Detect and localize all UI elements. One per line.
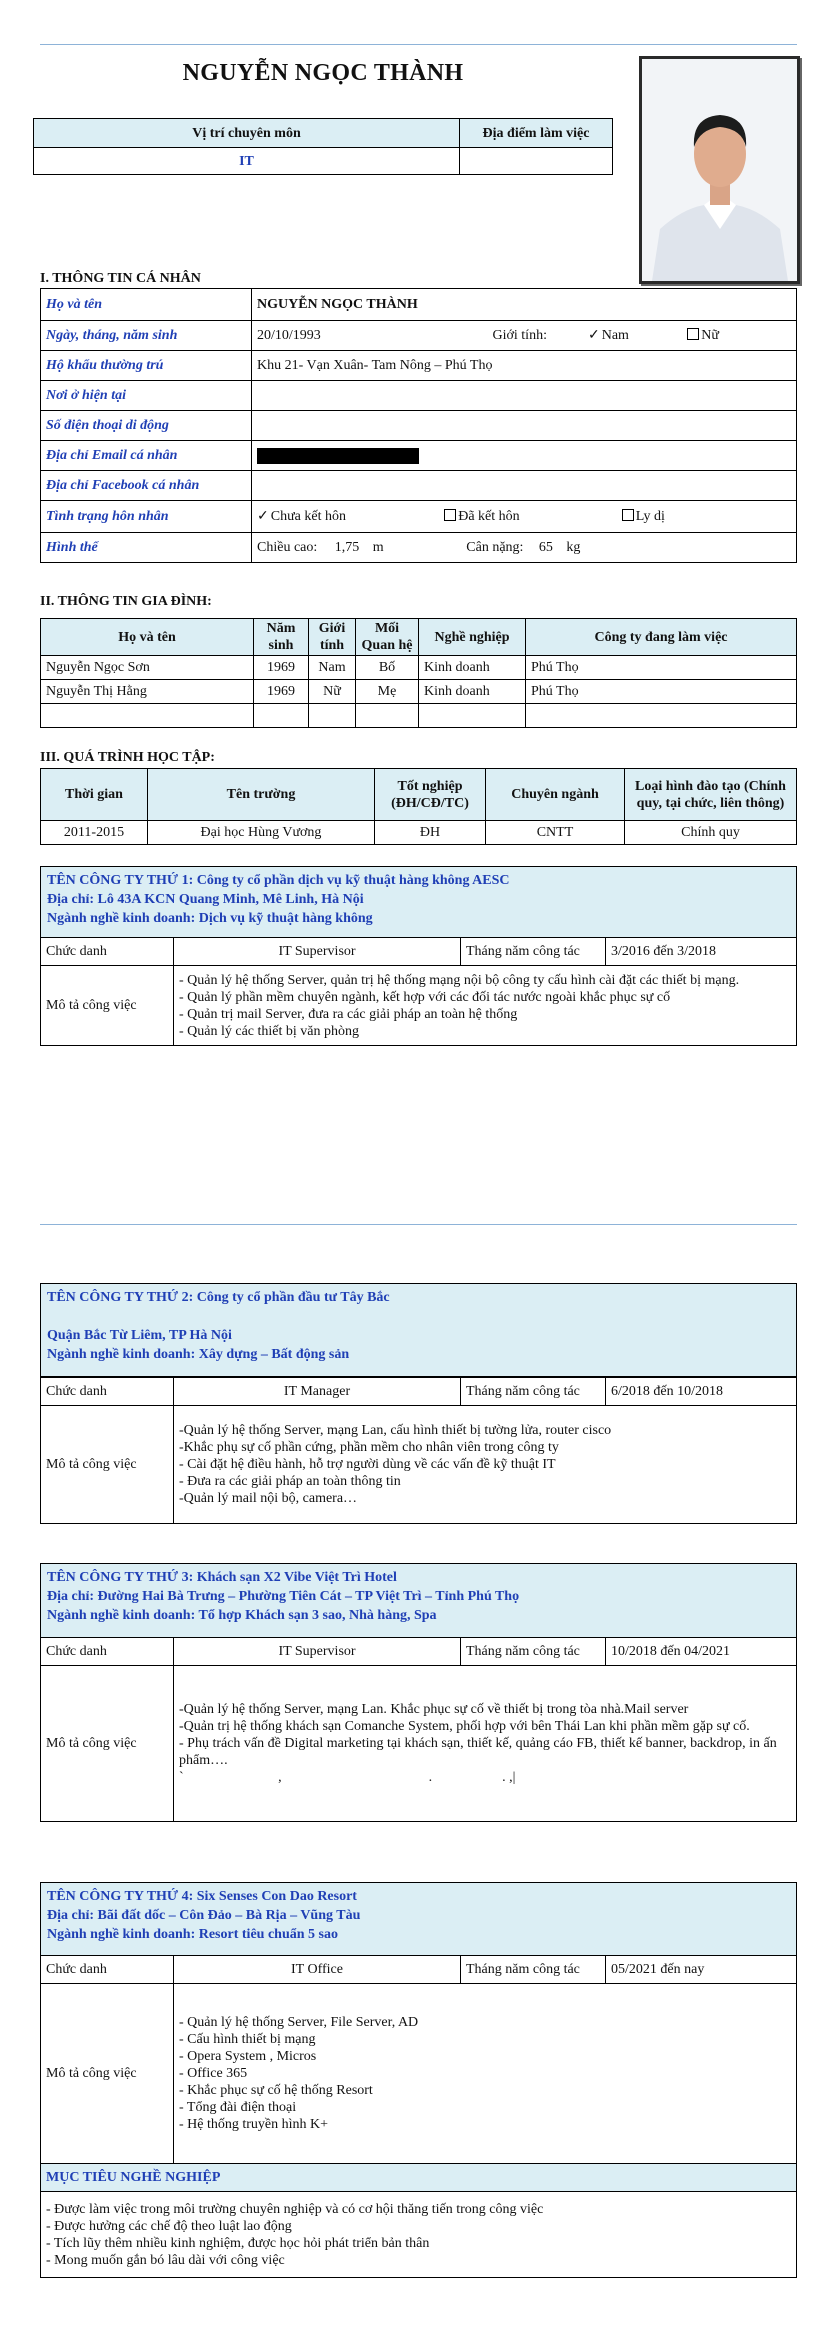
- period-value: 05/2021 đến nay: [606, 1956, 797, 1984]
- family-cell: Kinh doanh: [419, 680, 526, 704]
- desc-line: - Phụ trách vấn đề Digital marketing tại khách sạn, thiết kế, quảng cáo FB, thiết kế banner, backdrop, in ấn phẩm….: [179, 1736, 777, 1768]
- family-cell: [419, 704, 526, 728]
- value-full-name: NGUYỄN NGỌC THÀNH: [252, 289, 797, 321]
- company-4-address: Địa chỉ: Bãi đất dốc – Côn Đảo – Bà Rịa – Vũng Tàu: [47, 1908, 361, 1923]
- family-header-name: Họ và tên: [41, 619, 254, 656]
- edu-header-major: Chuyên ngành: [486, 769, 625, 821]
- company-4-description: [174, 1984, 797, 2164]
- role-value: IT Supervisor: [174, 1638, 461, 1666]
- period-label: Tháng năm công tác: [461, 1956, 606, 1984]
- career-item: - Tích lũy thêm nhiều kinh nghiệm, được học hỏi phát triển bản thân: [46, 2235, 430, 2251]
- role-value: IT Office: [174, 1956, 461, 1984]
- family-cell: 1969: [254, 656, 309, 680]
- candidate-name: NGUYỄN NGỌC THÀNH: [182, 60, 464, 86]
- desc-line: -Quản trị hệ thống khách sạn Comanche System, phối hợp với bên Thái Lan khi phần mềm gặp sự cố.: [179, 1719, 750, 1734]
- label-email: Địa chỉ Email cá nhân: [41, 441, 252, 471]
- desc-line: - Cấu hình thiết bị mạng: [179, 2032, 316, 2047]
- birth-gender-cell: [252, 321, 797, 351]
- family-header-job: Nghề nghiệp: [419, 619, 526, 656]
- family-header-company: Công ty đang làm việc: [526, 619, 797, 656]
- career-item: - Mong muốn gắn bó lâu dài với công việc: [46, 2252, 285, 2268]
- desc-line: - Opera System , Micros: [179, 2049, 317, 2064]
- value-permanent-address: Khu 21- Vạn Xuân- Tam Nông – Phú Thọ: [252, 351, 797, 381]
- period-label: Tháng năm công tác: [461, 938, 606, 966]
- role-label: Chức danh: [41, 1638, 174, 1666]
- family-cell: Nguyễn Thị Hằng: [41, 680, 254, 704]
- checkbox-icon: [622, 509, 634, 521]
- desc-label: Mô tả công việc: [41, 966, 174, 1046]
- desc-line: - Quản lý hệ thống Server, File Server, AD: [179, 2015, 419, 2030]
- profile-photo: [639, 56, 800, 284]
- desc-line: - Quản trị mail Server, đưa ra các giải pháp an toàn hệ thống: [179, 1006, 518, 1022]
- location-header: Địa điểm làm việc: [460, 119, 613, 148]
- period-value: 10/2018 đến 04/2021: [606, 1638, 797, 1666]
- desc-line: - Quản lý phần mềm chuyên ngành, kết hợp với các đối tác nước ngoài khắc phục sự cố: [179, 989, 671, 1005]
- value-email: [252, 441, 797, 471]
- edu-cell: 2011-2015: [41, 821, 148, 845]
- label-marital-status: Tình trạng hôn nhân: [41, 501, 252, 533]
- position-header: Vị trí chuyên môn: [34, 119, 460, 148]
- physique-cell: [252, 533, 797, 563]
- position-table: [33, 118, 613, 175]
- desc-line: -Quản lý mail nội bộ, camera…: [179, 1491, 358, 1506]
- desc-line: - Tổng đài điện thoại: [179, 2100, 297, 2115]
- role-value: IT Manager: [174, 1378, 461, 1406]
- company-4-header: [40, 1882, 797, 1956]
- role-label: Chức danh: [41, 1378, 174, 1406]
- weight-unit: kg: [566, 540, 581, 555]
- marital-married: Đã kết hôn: [458, 509, 520, 524]
- company-1-header: [40, 866, 797, 938]
- personal-info-table: [40, 288, 797, 563]
- value-phone: [252, 411, 797, 441]
- family-header-relation: Mối Quan hệ: [356, 619, 419, 656]
- edu-cell: CNTT: [486, 821, 625, 845]
- weight-value: 65: [538, 540, 553, 555]
- marital-divorced: Ly dị: [635, 509, 665, 524]
- edu-cell: Chính quy: [625, 821, 797, 845]
- label-permanent-address: Hộ khẩu thường trú: [41, 351, 252, 381]
- marital-cell: [252, 501, 797, 533]
- family-cell: [254, 704, 309, 728]
- family-header-gender: Giới tính: [309, 619, 356, 656]
- checkbox-icon: [687, 328, 699, 340]
- desc-line: ` , . . ,|: [179, 1770, 516, 1785]
- gender-female: Nữ: [701, 328, 719, 343]
- period-value: 6/2018 đến 10/2018: [606, 1378, 797, 1406]
- checked-icon: ✓: [257, 509, 269, 524]
- value-birth-date: 20/10/1993: [257, 328, 321, 343]
- company-2-table: [40, 1377, 797, 1524]
- gender-label: Giới tính:: [492, 328, 547, 343]
- desc-line: - Cài đặt hệ điều hành, hỗ trợ người dùng về các vấn đề kỹ thuật IT: [179, 1457, 556, 1472]
- period-label: Tháng năm công tác: [461, 1638, 606, 1666]
- label-birth-date: Ngày, tháng, năm sinh: [41, 321, 252, 351]
- checked-icon: ✓: [588, 328, 600, 343]
- person-icon: [642, 59, 797, 281]
- company-3-industry: Ngành nghề kinh doanh: Tổ hợp Khách sạn 3 sao, Nhà hàng, Spa: [47, 1608, 437, 1623]
- edu-cell: ĐH: [375, 821, 486, 845]
- section-personal-title: I. THÔNG TIN CÁ NHÂN: [40, 271, 201, 286]
- family-cell: Nam: [309, 656, 356, 680]
- edu-header-school: Tên trường: [148, 769, 375, 821]
- company-2-description: [174, 1406, 797, 1524]
- desc-label: Mô tả công việc: [41, 1406, 174, 1524]
- career-item: - Được làm việc trong môi trường chuyên nghiệp và có cơ hội thăng tiến trong công việc: [46, 2201, 544, 2217]
- desc-line: - Đưa ra các giải pháp an toàn thông tin: [179, 1474, 401, 1489]
- company-2-industry: Ngành nghề kinh doanh: Xây dựng – Bất động sản: [47, 1347, 350, 1362]
- company-3-table: [40, 1637, 797, 1822]
- period-label: Tháng năm công tác: [461, 1378, 606, 1406]
- company-2-header: [40, 1283, 797, 1377]
- family-cell: [356, 704, 419, 728]
- edu-header-type: Loại hình đào tạo (Chính quy, tại chức, liên thông): [625, 769, 797, 821]
- value-current-address: [252, 381, 797, 411]
- family-cell: Phú Thọ: [526, 680, 797, 704]
- company-3-name: TÊN CÔNG TY THỨ 3: Khách sạn X2 Vibe Việt Trì Hotel: [47, 1570, 397, 1585]
- role-label: Chức danh: [41, 938, 174, 966]
- company-4-table: [40, 1955, 797, 2278]
- role-label: Chức danh: [41, 1956, 174, 1984]
- position-value: IT: [34, 148, 460, 175]
- edu-header-degree: Tốt nghiệp (ĐH/CĐ/TC): [375, 769, 486, 821]
- label-physique: Hình thể: [41, 533, 252, 563]
- checkbox-icon: [444, 509, 456, 521]
- desc-line: - Hệ thống truyền hình K+: [179, 2117, 329, 2132]
- company-2-address: Quận Bắc Từ Liêm, TP Hà Nội: [47, 1328, 232, 1343]
- height-unit: m: [372, 540, 384, 555]
- desc-line: - Quản lý hệ thống Server, quản trị hệ thống mạng nội bộ công ty cấu hình cài đặt các thiết bị mạng.: [179, 972, 740, 988]
- company-2-name: TÊN CÔNG TY THỨ 2: Công ty cổ phần đầu tư Tây Bắc: [47, 1290, 390, 1305]
- page-break-rule: [40, 1224, 797, 1225]
- family-cell: [41, 704, 254, 728]
- height-value: 1,75: [334, 540, 360, 555]
- company-1-industry: Ngành nghề kinh doanh: Dịch vụ kỹ thuật hàng không: [47, 911, 373, 926]
- weight-label: Cân nặng:: [466, 540, 524, 555]
- redacted-email: [257, 448, 419, 464]
- label-current-address: Nơi ở hiện tại: [41, 381, 252, 411]
- family-cell: Mẹ: [356, 680, 419, 704]
- gender-male: Nam: [601, 328, 629, 343]
- page-top-rule: [40, 44, 797, 45]
- desc-line: - Quản lý các thiết bị văn phòng: [179, 1023, 360, 1039]
- marital-single: Chưa kết hôn: [270, 509, 346, 524]
- company-3-description: [174, 1666, 797, 1822]
- career-goal-title: MỤC TIÊU NGHỀ NGHIỆP: [41, 2164, 797, 2192]
- family-cell: Bố: [356, 656, 419, 680]
- desc-line: -Quản lý hệ thống Server, mạng Lan, cấu hình thiết bị tường lửa, router cisco: [179, 1423, 612, 1438]
- company-1-address: Địa chỉ: Lô 43A KCN Quang Minh, Mê Linh, Hà Nội: [47, 892, 364, 907]
- family-cell: Nữ: [309, 680, 356, 704]
- company-4-industry: Ngành nghề kinh doanh: Resort tiêu chuẩn 5 sao: [47, 1927, 338, 1942]
- value-facebook: [252, 471, 797, 501]
- career-item: - Được hưởng các chế độ theo luật lao động: [46, 2218, 292, 2234]
- desc-line: - Office 365: [179, 2066, 248, 2081]
- label-full-name: Họ và tên: [41, 289, 252, 321]
- edu-cell: Đại học Hùng Vương: [148, 821, 375, 845]
- edu-header-time: Thời gian: [41, 769, 148, 821]
- company-3-header: [40, 1563, 797, 1638]
- family-cell: [526, 704, 797, 728]
- desc-line: -Khắc phụ sự cố phần cứng, phần mềm cho nhân viên trong công ty: [179, 1440, 559, 1455]
- company-4-name: TÊN CÔNG TY THỨ 4: Six Senses Con Dao Resort: [47, 1889, 357, 1904]
- career-goal-list: [41, 2192, 797, 2278]
- desc-line: -Quản lý hệ thống Server, mạng Lan. Khắc phục sự cố về thiết bị trong tòa nhà.Mail server: [179, 1702, 689, 1717]
- height-label: Chiều cao:: [257, 540, 318, 555]
- family-cell: Nguyễn Ngọc Sơn: [41, 656, 254, 680]
- desc-label: Mô tả công việc: [41, 1984, 174, 2164]
- section-family-title: II. THÔNG TIN GIA ĐÌNH:: [40, 594, 212, 609]
- family-cell: 1969: [254, 680, 309, 704]
- period-value: 3/2016 đến 3/2018: [606, 938, 797, 966]
- desc-line: - Khắc phục sự cố hệ thống Resort: [179, 2083, 373, 2098]
- company-1-table: [40, 937, 797, 1046]
- company-3-address: Địa chỉ: Đường Hai Bà Trưng – Phường Tiên Cát – TP Việt Trì – Tỉnh Phú Thọ: [47, 1589, 520, 1604]
- family-cell: Kinh doanh: [419, 656, 526, 680]
- company-1-description: [174, 966, 797, 1046]
- family-cell: Phú Thọ: [526, 656, 797, 680]
- education-table: [40, 768, 797, 845]
- location-value: [460, 148, 613, 175]
- family-cell: [309, 704, 356, 728]
- label-facebook: Địa chỉ Facebook cá nhân: [41, 471, 252, 501]
- section-education-title: III. QUÁ TRÌNH HỌC TẬP:: [40, 750, 215, 765]
- desc-label: Mô tả công việc: [41, 1666, 174, 1822]
- company-1-name: TÊN CÔNG TY THỨ 1: Công ty cổ phần dịch vụ kỹ thuật hàng không AESC: [47, 873, 510, 888]
- role-value: IT Supervisor: [174, 938, 461, 966]
- family-header-year: Năm sinh: [254, 619, 309, 656]
- family-table: [40, 618, 797, 728]
- label-phone: Số điện thoại di động: [41, 411, 252, 441]
- spacer: [47, 1307, 790, 1326]
